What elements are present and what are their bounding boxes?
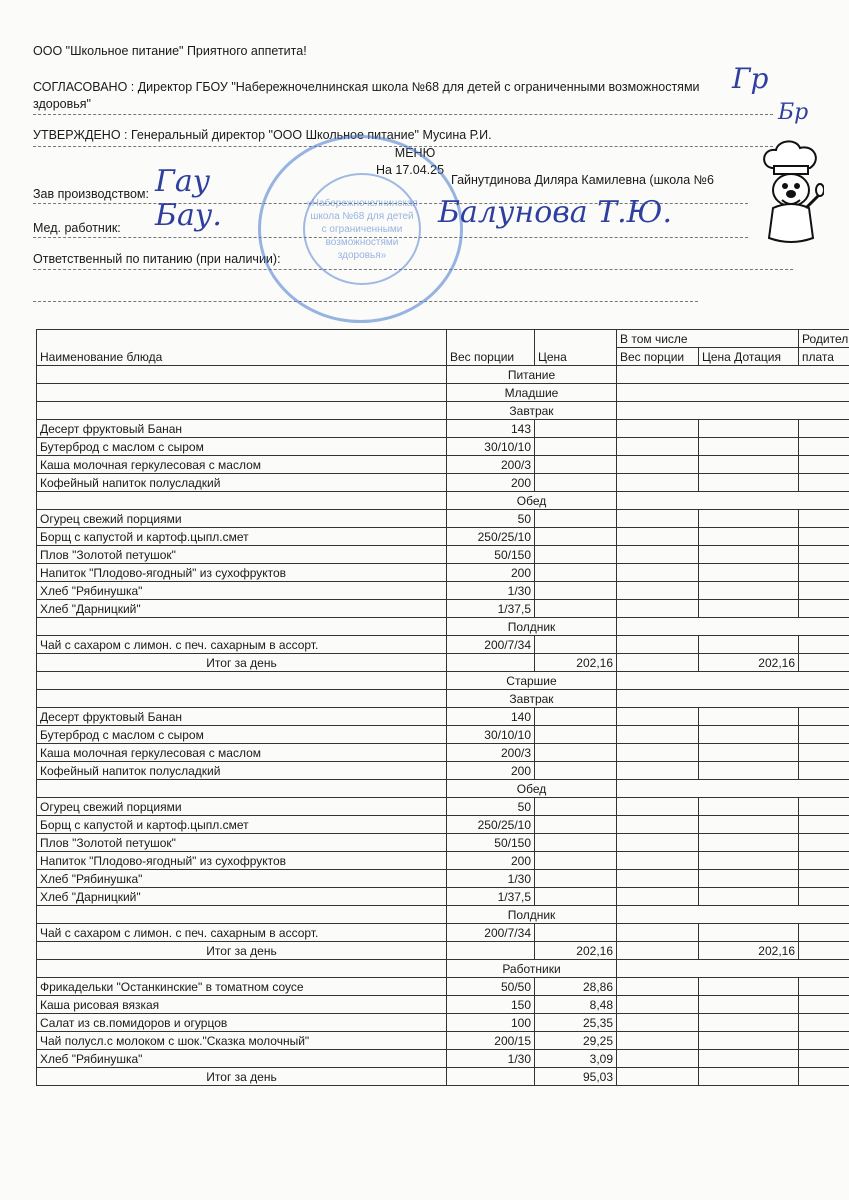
signature-production-head: Гау: [155, 164, 211, 199]
dish-price: [535, 546, 617, 564]
dish-parent-pay: [799, 510, 849, 528]
dish-parent-pay: [799, 636, 849, 654]
dish-price: [535, 438, 617, 456]
dish-inc-price: [699, 1068, 799, 1086]
dish-price: 202,16: [535, 654, 617, 672]
dish-parent-pay: [799, 834, 849, 852]
table-row: [37, 852, 849, 870]
dish-name: Хлеб "Дарницкий": [37, 888, 447, 906]
approved-line: УТВЕРЖДЕНО : Генеральный директор "ООО Школьное питание" Мусина Р.И.: [33, 128, 492, 142]
dish-inc-price: [699, 996, 799, 1014]
dish-price: [535, 528, 617, 546]
medic-label: Мед. работник:: [33, 221, 121, 235]
production-head-label: Зав производством:: [33, 187, 149, 201]
dish-inc-price: [699, 510, 799, 528]
section-label: Питание: [447, 366, 617, 384]
dish-name: Десерт фруктовый Банан: [37, 420, 447, 438]
round-seal-stamp: [258, 135, 463, 323]
dish-inc-price: [699, 456, 799, 474]
dish-weight: 200: [447, 474, 535, 492]
dish-inc-weight: [617, 546, 699, 564]
section-label: Завтрак: [447, 402, 617, 420]
header-inc-weight: Вес порции: [617, 348, 699, 366]
table-row: [37, 726, 849, 744]
dish-price: 29,25: [535, 1032, 617, 1050]
dish-weight: 150: [447, 996, 535, 1014]
dish-price: 95,03: [535, 1068, 617, 1086]
dish-name: Хлеб "Рябинушка": [37, 1050, 447, 1068]
dish-price: [535, 924, 617, 942]
dish-name: Итог за день: [37, 1068, 447, 1086]
dish-name: Фрикадельки "Останкинские" в томатном соусе: [37, 978, 447, 996]
section-label: Обед: [447, 780, 617, 798]
dish-inc-weight: [617, 870, 699, 888]
dish-inc-weight: [617, 600, 699, 618]
section-pad: [37, 366, 447, 384]
dish-parent-pay: [799, 564, 849, 582]
table-row: [37, 744, 849, 762]
section-pad: [617, 672, 849, 690]
dish-weight: 200/7/34: [447, 924, 535, 942]
dish-name: Борщ с капустой и картоф.цыпл.смет: [37, 528, 447, 546]
total-row: [37, 654, 849, 672]
dish-price: [535, 798, 617, 816]
table-row: [37, 870, 849, 888]
dish-parent-pay: [799, 438, 849, 456]
dish-parent-pay: [799, 546, 849, 564]
dish-price: 3,09: [535, 1050, 617, 1068]
table-row: [37, 564, 849, 582]
header-parent-pay: плата: [799, 348, 849, 366]
table-row: [37, 1050, 849, 1068]
dish-weight: 50: [447, 798, 535, 816]
total-row: [37, 1068, 849, 1086]
dish-name: Каша молочная геркулесовая с маслом: [37, 744, 447, 762]
dish-inc-price: 202,16: [699, 654, 799, 672]
dish-parent-pay: [799, 942, 849, 960]
dish-name: Кофейный напиток полусладкий: [37, 474, 447, 492]
dish-weight: 1/37,5: [447, 600, 535, 618]
dish-price: [535, 510, 617, 528]
section-row: [37, 492, 849, 510]
dish-price: [535, 564, 617, 582]
dish-parent-pay: [799, 870, 849, 888]
section-label: Младшие: [447, 384, 617, 402]
dish-parent-pay: [799, 798, 849, 816]
section-pad: [37, 618, 447, 636]
dish-weight: 1/30: [447, 1050, 535, 1068]
divider: [33, 114, 773, 115]
dish-weight: 140: [447, 708, 535, 726]
dish-name: Напиток "Плодово-ягодный" из сухофруктов: [37, 852, 447, 870]
dish-price: 202,16: [535, 942, 617, 960]
section-pad: [37, 690, 447, 708]
menu-date: На 17.04.25: [375, 163, 445, 177]
table-row: [37, 510, 849, 528]
dish-parent-pay: [799, 654, 849, 672]
table-row: [37, 546, 849, 564]
dish-weight: [447, 1068, 535, 1086]
section-row: [37, 906, 849, 924]
dish-name: Чай с сахаром с лимон. с печ. сахарным в ассорт.: [37, 924, 447, 942]
dish-name: Чай с сахаром с лимон. с печ. сахарным в ассорт.: [37, 636, 447, 654]
agreed-line-cont: здоровья": [33, 97, 91, 111]
dish-name: Борщ с капустой и картоф.цыпл.смет: [37, 816, 447, 834]
table-row: [37, 528, 849, 546]
dish-weight: 200/3: [447, 744, 535, 762]
dish-parent-pay: [799, 762, 849, 780]
dish-inc-weight: [617, 852, 699, 870]
table-row: [37, 996, 849, 1014]
menu-title: МЕНЮ: [394, 146, 436, 160]
stamp-text: здоровья»: [337, 250, 387, 261]
menu-table: [36, 329, 849, 1086]
section-pad: [37, 492, 447, 510]
dish-inc-price: [699, 852, 799, 870]
dish-inc-price: [699, 474, 799, 492]
dish-inc-price: [699, 762, 799, 780]
dish-inc-weight: [617, 456, 699, 474]
dish-inc-price: [699, 834, 799, 852]
dish-inc-weight: [617, 1032, 699, 1050]
dish-parent-pay: [799, 708, 849, 726]
dish-inc-price: [699, 564, 799, 582]
dish-inc-price: [699, 1014, 799, 1032]
dish-price: [535, 420, 617, 438]
section-row: [37, 672, 849, 690]
dish-inc-weight: [617, 438, 699, 456]
dish-name: Хлеб "Рябинушка": [37, 582, 447, 600]
dish-inc-weight: [617, 744, 699, 762]
dish-parent-pay: [799, 852, 849, 870]
dish-inc-weight: [617, 708, 699, 726]
table-row: [37, 978, 849, 996]
dish-inc-weight: [617, 636, 699, 654]
responsible-label: Ответственный по питанию (при наличии):: [33, 252, 281, 266]
dish-name: Каша молочная геркулесовая с маслом: [37, 456, 447, 474]
dish-inc-price: [699, 924, 799, 942]
section-pad: [617, 384, 849, 402]
dish-name: Хлеб "Дарницкий": [37, 600, 447, 618]
section-pad: [617, 402, 849, 420]
table-row: [37, 708, 849, 726]
dish-price: [535, 834, 617, 852]
stamp-text: школа №68 для детей: [310, 211, 414, 222]
section-pad: [37, 672, 447, 690]
section-row: [37, 384, 849, 402]
dish-inc-price: [699, 546, 799, 564]
stamp-text: «Набережночелнинская: [306, 198, 418, 209]
header-dish-name: Наименование блюда: [37, 330, 447, 366]
dish-weight: 30/10/10: [447, 726, 535, 744]
table-row: [37, 798, 849, 816]
dish-parent-pay: [799, 1050, 849, 1068]
signature-general-director: Бр: [778, 100, 809, 125]
dish-weight: [447, 942, 535, 960]
dish-weight: 200: [447, 852, 535, 870]
dish-price: [535, 816, 617, 834]
section-label: Полдник: [447, 618, 617, 636]
table-row: [37, 474, 849, 492]
dish-parent-pay: [799, 816, 849, 834]
dish-parent-pay: [799, 726, 849, 744]
dish-price: [535, 870, 617, 888]
dish-name: Бутерброд с маслом с сыром: [37, 726, 447, 744]
section-pad: [617, 960, 849, 978]
section-pad: [617, 780, 849, 798]
section-label: Старшие: [447, 672, 617, 690]
dish-weight: 250/25/10: [447, 816, 535, 834]
dish-inc-weight: [617, 510, 699, 528]
dish-inc-price: [699, 708, 799, 726]
section-pad: [617, 618, 849, 636]
dish-inc-price: [699, 888, 799, 906]
section-pad: [617, 906, 849, 924]
dish-parent-pay: [799, 582, 849, 600]
agreed-line: СОГЛАСОВАНО : Директор ГБОУ "Набережночелнинская школа №68 для детей с ограниченными возможностями: [33, 80, 700, 94]
dish-name: Хлеб "Рябинушка": [37, 870, 447, 888]
dish-weight: 50/50: [447, 978, 535, 996]
section-row: [37, 690, 849, 708]
dish-weight: 1/37,5: [447, 888, 535, 906]
dish-price: [535, 474, 617, 492]
dish-parent-pay: [799, 420, 849, 438]
dish-price: [535, 744, 617, 762]
dish-price: [535, 888, 617, 906]
signature-director: Гр: [732, 62, 769, 95]
dish-inc-price: 202,16: [699, 942, 799, 960]
dish-inc-weight: [617, 798, 699, 816]
dish-price: [535, 762, 617, 780]
dish-price: 28,86: [535, 978, 617, 996]
dish-parent-pay: [799, 924, 849, 942]
dish-price: [535, 582, 617, 600]
dish-weight: 250/25/10: [447, 528, 535, 546]
dish-name: Итог за день: [37, 654, 447, 672]
production-head-name: Гайнутдинова Диляра Камилевна (школа №6: [451, 173, 714, 187]
dish-parent-pay: [799, 978, 849, 996]
total-row: [37, 942, 849, 960]
table-row: [37, 1032, 849, 1050]
dish-weight: 200: [447, 762, 535, 780]
section-row: [37, 780, 849, 798]
dish-price: [535, 636, 617, 654]
dish-weight: 100: [447, 1014, 535, 1032]
section-pad: [37, 402, 447, 420]
dish-name: Огурец свежий порциями: [37, 798, 447, 816]
dish-parent-pay: [799, 1068, 849, 1086]
dish-weight: 50/150: [447, 546, 535, 564]
dish-inc-price: [699, 798, 799, 816]
dish-inc-price: [699, 420, 799, 438]
menu-table-body: [37, 366, 849, 1086]
dish-name: Кофейный напиток полусладкий: [37, 762, 447, 780]
dish-parent-pay: [799, 528, 849, 546]
dish-parent-pay: [799, 744, 849, 762]
dish-weight: 1/30: [447, 582, 535, 600]
table-row: [37, 438, 849, 456]
header-weight: Вес порции: [447, 330, 535, 366]
dish-price: [535, 708, 617, 726]
dish-inc-weight: [617, 1068, 699, 1086]
dish-inc-weight: [617, 474, 699, 492]
dish-inc-price: [699, 636, 799, 654]
section-label: Работники: [447, 960, 617, 978]
dish-price: 25,35: [535, 1014, 617, 1032]
dish-weight: 200/3: [447, 456, 535, 474]
dish-weight: [447, 654, 535, 672]
dish-weight: 200: [447, 564, 535, 582]
dish-inc-price: [699, 600, 799, 618]
header-price: Цена: [535, 330, 617, 366]
dish-inc-price: [699, 978, 799, 996]
section-row: [37, 618, 849, 636]
section-pad: [37, 960, 447, 978]
dish-inc-weight: [617, 528, 699, 546]
section-row: [37, 402, 849, 420]
dish-inc-weight: [617, 1050, 699, 1068]
section-pad: [37, 384, 447, 402]
dish-name: Огурец свежий порциями: [37, 510, 447, 528]
dish-name: Салат из св.помидоров и огурцов: [37, 1014, 447, 1032]
company-line: ООО "Школьное питание" Приятного аппетита!: [33, 44, 307, 58]
dish-inc-weight: [617, 978, 699, 996]
dish-parent-pay: [799, 474, 849, 492]
dish-name: Каша рисовая вязкая: [37, 996, 447, 1014]
dish-inc-weight: [617, 924, 699, 942]
dish-weight: 200/7/34: [447, 636, 535, 654]
section-pad: [37, 906, 447, 924]
dish-inc-weight: [617, 564, 699, 582]
dish-weight: 50: [447, 510, 535, 528]
dish-inc-price: [699, 870, 799, 888]
dish-parent-pay: [799, 1032, 849, 1050]
dish-inc-price: [699, 1050, 799, 1068]
signature-responsible: Балунова Т.Ю.: [438, 195, 673, 230]
dish-price: 8,48: [535, 996, 617, 1014]
header-inc-price: Цена Дотация: [699, 348, 799, 366]
dish-inc-price: [699, 726, 799, 744]
section-label: Завтрак: [447, 690, 617, 708]
table-row: [37, 636, 849, 654]
dish-parent-pay: [799, 888, 849, 906]
section-pad: [617, 492, 849, 510]
table-row: [37, 1014, 849, 1032]
dish-name: Итог за день: [37, 942, 447, 960]
dish-inc-weight: [617, 996, 699, 1014]
dish-name: Напиток "Плодово-ягодный" из сухофруктов: [37, 564, 447, 582]
dish-inc-weight: [617, 420, 699, 438]
dish-weight: 1/30: [447, 870, 535, 888]
table-row: [37, 456, 849, 474]
dish-inc-weight: [617, 888, 699, 906]
dish-name: Плов "Золотой петушок": [37, 834, 447, 852]
dish-price: [535, 726, 617, 744]
dish-parent-pay: [799, 456, 849, 474]
dish-name: Чай полусл.с молоком с шок."Сказка молочный": [37, 1032, 447, 1050]
section-row: [37, 960, 849, 978]
table-row: [37, 582, 849, 600]
table-row: [37, 420, 849, 438]
dish-inc-price: [699, 582, 799, 600]
dish-inc-weight: [617, 726, 699, 744]
table-row: [37, 762, 849, 780]
dish-parent-pay: [799, 1014, 849, 1032]
table-row: [37, 816, 849, 834]
signature-medic: Бау.: [155, 198, 222, 233]
dish-inc-weight: [617, 1014, 699, 1032]
dish-inc-price: [699, 438, 799, 456]
dish-inc-weight: [617, 582, 699, 600]
dish-inc-weight: [617, 654, 699, 672]
dish-price: [535, 600, 617, 618]
dish-price: [535, 852, 617, 870]
dish-inc-weight: [617, 834, 699, 852]
section-pad: [617, 690, 849, 708]
chef-logo-icon: [758, 138, 824, 246]
dish-weight: 30/10/10: [447, 438, 535, 456]
dish-inc-weight: [617, 942, 699, 960]
table-row: [37, 924, 849, 942]
section-row: [37, 366, 849, 384]
section-pad: [37, 780, 447, 798]
dish-name: Плов "Золотой петушок": [37, 546, 447, 564]
dish-inc-weight: [617, 762, 699, 780]
dish-name: Бутерброд с маслом с сыром: [37, 438, 447, 456]
dish-inc-price: [699, 744, 799, 762]
stamp-text: с ограниченными: [321, 224, 403, 235]
dish-inc-price: [699, 1032, 799, 1050]
stamp-text: возможностями: [325, 237, 399, 248]
header-including: В том числе: [617, 330, 799, 348]
table-row: [37, 600, 849, 618]
dish-weight: 200/15: [447, 1032, 535, 1050]
dish-parent-pay: [799, 600, 849, 618]
dish-parent-pay: [799, 996, 849, 1014]
table-row: [37, 888, 849, 906]
dish-inc-weight: [617, 816, 699, 834]
dish-weight: 50/150: [447, 834, 535, 852]
section-label: Полдник: [447, 906, 617, 924]
dish-weight: 143: [447, 420, 535, 438]
dish-inc-price: [699, 528, 799, 546]
table-row: [37, 834, 849, 852]
dish-name: Десерт фруктовый Банан: [37, 708, 447, 726]
header-parent: Родител: [799, 330, 849, 348]
dish-inc-price: [699, 816, 799, 834]
section-pad: [617, 366, 849, 384]
section-label: Обед: [447, 492, 617, 510]
dish-price: [535, 456, 617, 474]
